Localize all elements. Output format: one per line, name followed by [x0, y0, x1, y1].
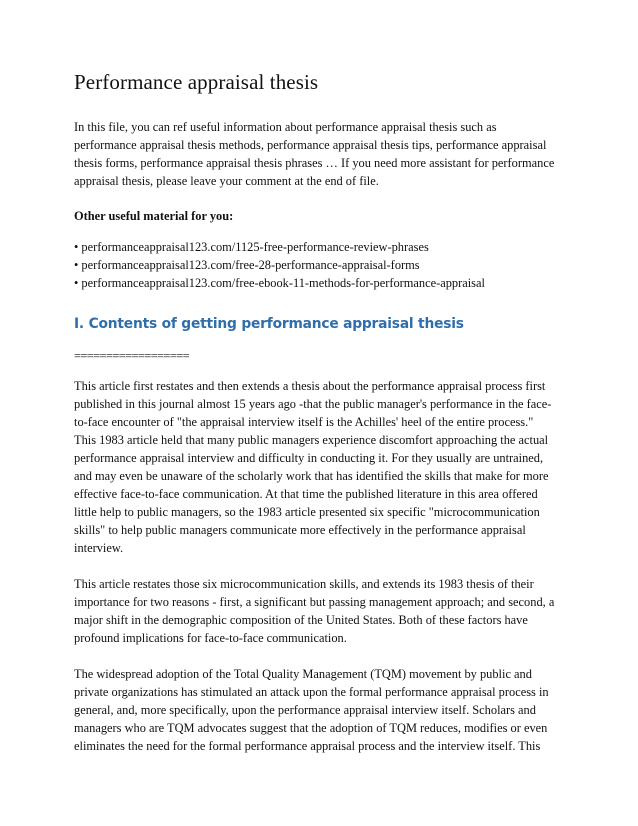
paragraph-line: skills" to help public managers communicate more effectively in the performance appraisal [74, 523, 526, 537]
paragraph-line: little help to public managers, so the 1983 article presented six specific "microcommunication [74, 505, 540, 519]
document-title: Performance appraisal thesis [74, 70, 319, 94]
link-item[interactable]: • performanceappraisal123.com/free-ebook-11-methods-for-performance-appraisal [74, 276, 485, 290]
paragraph-line: profound implications for face-to-face communication. [74, 631, 347, 645]
intro-line: In this file, you can ref useful information about performance appraisal thesis such as [74, 120, 497, 134]
paragraph-line: managers who are TQM advocates suggest that the adoption of TQM reduces, modifies or even [74, 721, 548, 735]
paragraph-line: This 1983 article held that many public managers experience discomfort approaching the actual [74, 433, 549, 447]
paragraph-line: interview. [74, 541, 124, 555]
paragraph-line: importance for two reasons - first, a significant but passing management approach; and second, a [74, 595, 555, 609]
paragraph-3 [74, 665, 574, 755]
paragraph-line: performance appraisal interview and difficulty in conducting it. For they usually are untrained, [74, 451, 544, 465]
paragraph-line: major shift in the demographic composition of the United States. Both of these factors have [74, 613, 528, 627]
paragraph-line: This article first restates and then extends a thesis about the performance appraisal process first [74, 379, 546, 393]
document-body [74, 70, 574, 755]
intro-line: thesis forms, performance appraisal thesis phrases … If you need more assistant for performance [74, 156, 555, 170]
other-material-heading: Other useful material for you: [74, 209, 234, 223]
intro-line: performance appraisal thesis methods, performance appraisal thesis tips, performance appraisal [74, 138, 547, 152]
paragraph-line: effective face-to-face communication. At that time the published literature in this area offered [74, 487, 538, 501]
paragraph-line: private organizations has stimulated an attack upon the formal performance appraisal process in [74, 685, 549, 699]
separator-line: ================== [74, 349, 189, 363]
paragraph-line: This article restates those six microcommunication skills, and extends its 1983 thesis of their [74, 577, 534, 591]
section-heading: I. Contents of getting performance appraisal thesis [74, 316, 464, 332]
paragraph-1 [74, 377, 574, 557]
intro-paragraph [74, 118, 574, 190]
paragraph-line: The widespread adoption of the Total Quality Management (TQM) movement by public and [74, 667, 532, 681]
paragraph-line: published in this journal almost 15 years ago -that the public manager's performance in the face- [74, 397, 552, 411]
link-item[interactable]: • performanceappraisal123.com/1125-free-performance-review-phrases [74, 240, 429, 254]
link-list [74, 238, 574, 292]
paragraph-line: general, and, more specifically, upon the performance appraisal interview itself. Scholars and [74, 703, 536, 717]
paragraph-line: to-face encounter of "the appraisal interview itself is the Achilles' heel of the entire process." [74, 415, 534, 429]
paragraph-line: and may even be unaware of the scholarly work that has identified the skills that make for more [74, 469, 549, 483]
intro-line: appraisal thesis, please leave your comment at the end of file. [74, 174, 379, 188]
paragraph-2 [74, 575, 574, 647]
paragraph-line: eliminates the need for the formal performance appraisal process and the interview itself. This [74, 739, 541, 753]
link-item[interactable]: • performanceappraisal123.com/free-28-performance-appraisal-forms [74, 258, 420, 272]
